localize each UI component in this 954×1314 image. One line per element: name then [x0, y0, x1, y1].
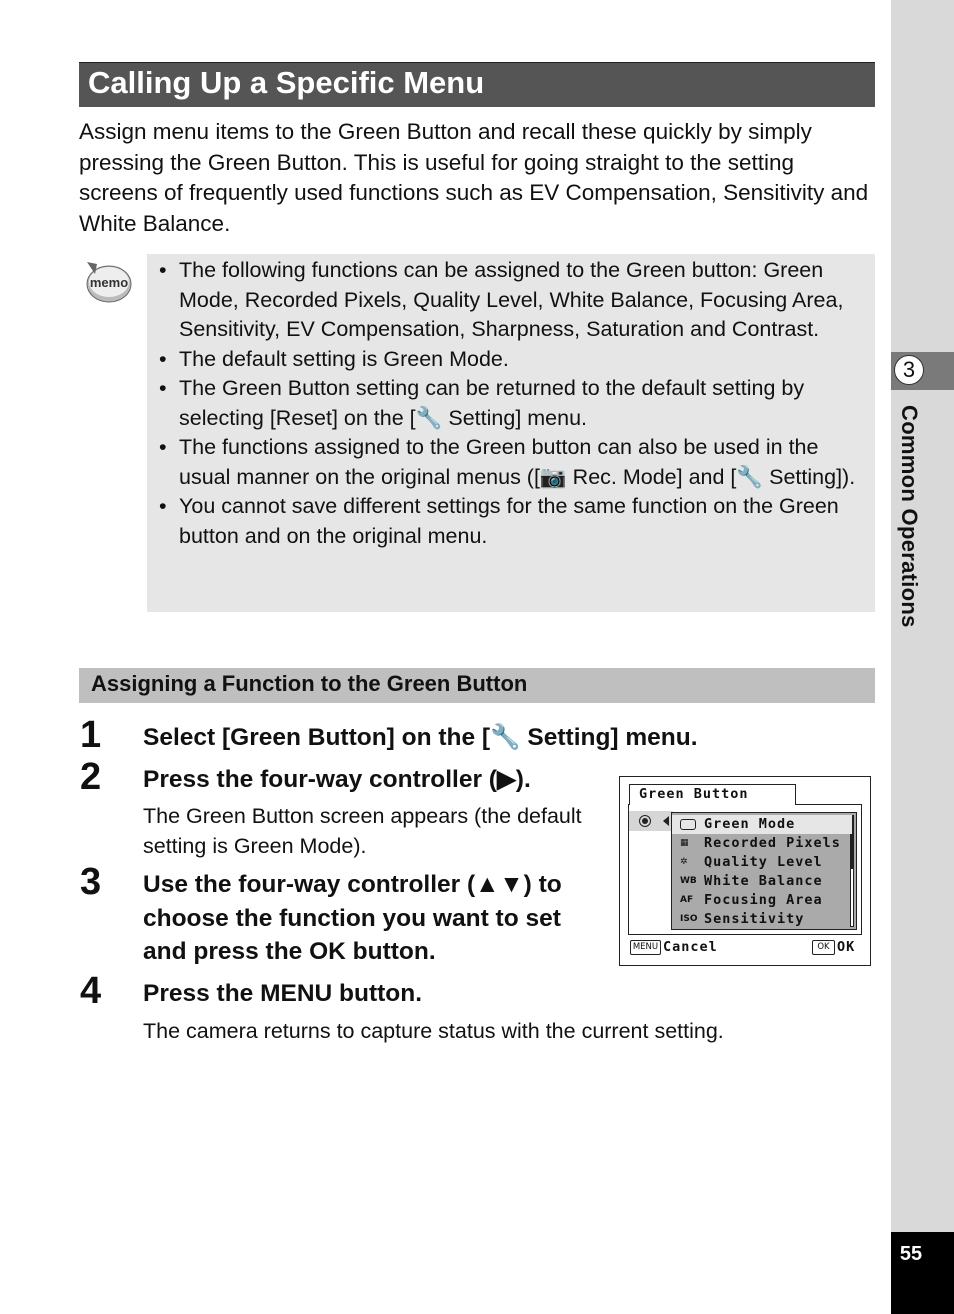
focusing-area-icon: AF	[680, 895, 694, 905]
memo-icon	[81, 258, 133, 306]
camera-menu-item[interactable]	[672, 891, 852, 910]
section-bar	[79, 668, 875, 703]
arrow-left-icon	[663, 816, 669, 826]
memo-list	[159, 256, 869, 551]
camera-tab-label: Green Button	[639, 786, 749, 802]
camera-tab	[629, 784, 796, 805]
step-number: 3	[80, 861, 102, 903]
sensitivity-icon: ISO	[680, 914, 698, 924]
step-text: Press the four-way controller (▶).	[143, 766, 531, 793]
intro-paragraph: Assign menu items to the Green Button and recall these quickly by simply pressing the Green Button. This is useful for going straight to the setting screens of frequently used functions such as EV Compensation, Sensitivity and White Balance.	[79, 119, 869, 236]
step-text: Select [Green Button] on the [🔧 Setting] menu.	[143, 724, 698, 751]
sidebar	[891, 0, 954, 1314]
recorded-pixels-icon: ▦	[680, 838, 689, 848]
memo-item: • The default setting is Green Mode.	[159, 345, 869, 375]
green-mode-icon	[680, 819, 696, 830]
step-text: Press the MENU button.	[143, 980, 423, 1007]
chapter-number: 3	[894, 355, 924, 385]
step-description: The Green Button screen appears (the default setting is Green Mode).	[143, 804, 582, 858]
camera-footer	[630, 939, 862, 957]
ok-label[interactable]: OK	[837, 939, 856, 955]
page-number: 55	[899, 1243, 923, 1265]
camera-menu-item-label: Quality Level	[704, 854, 823, 870]
white-balance-icon: WB	[680, 876, 697, 886]
memo-icon-label: memo	[89, 275, 129, 290]
camera-menu-item[interactable]	[672, 910, 852, 929]
section-title: Assigning a Function to the Green Button	[91, 671, 528, 696]
step-number: 2	[80, 756, 102, 798]
camera-menu-item[interactable]	[672, 853, 852, 872]
step-number: 4	[80, 970, 102, 1012]
camera-menu-item-label: Sensitivity	[704, 911, 805, 927]
chapter-title: Common Operations	[897, 405, 922, 628]
camera-menu-item-label: Green Mode	[704, 816, 796, 832]
camera-screen	[619, 776, 871, 966]
camera-menu-item[interactable]	[672, 815, 852, 834]
memo-item: • You cannot save different settings for the same function on the Green button and on the original menu.	[159, 492, 869, 551]
camera-menu-item[interactable]	[672, 834, 852, 853]
camera-menu-item-label: Recorded Pixels	[704, 835, 841, 851]
function-list[interactable]	[671, 812, 857, 930]
memo-item: • The following functions can be assigned to the Green button: Green Mode, Recorded Pixels, Quality Level, White Balance, Focusing Area, Sensitivity, EV Compensation, Sharpness, Saturation and Contrast.	[159, 256, 869, 345]
camera-menu-item-label: Focusing Area	[704, 892, 823, 908]
memo-box	[147, 254, 875, 612]
step-text: Use the four-way controller (▲▼) to choose the function you want to set and press the OK button.	[143, 871, 562, 965]
title-bar	[79, 62, 875, 107]
page-title: Calling Up a Specific Menu	[88, 65, 485, 100]
cancel-label[interactable]: Cancel	[663, 939, 718, 955]
camera-menu-item-label: White Balance	[704, 873, 823, 889]
radio-selected-icon	[639, 815, 651, 827]
camera-menu-item[interactable]	[672, 872, 852, 891]
menu-key-icon: MENU	[630, 940, 661, 955]
step-description: The camera returns to capture status with the current setting.	[143, 1019, 724, 1043]
ok-key-icon: OK	[812, 940, 835, 955]
quality-level-icon: ✲	[680, 857, 688, 867]
memo-item: • The Green Button setting can be returned to the default setting by selecting [Reset] on the [🔧 Setting] menu.	[159, 374, 869, 433]
memo-item: • The functions assigned to the Green button can also be used in the usual manner on the original menus ([📷 Rec. Mode] and [🔧 Setting]).	[159, 433, 869, 492]
step-number: 1	[80, 714, 102, 756]
